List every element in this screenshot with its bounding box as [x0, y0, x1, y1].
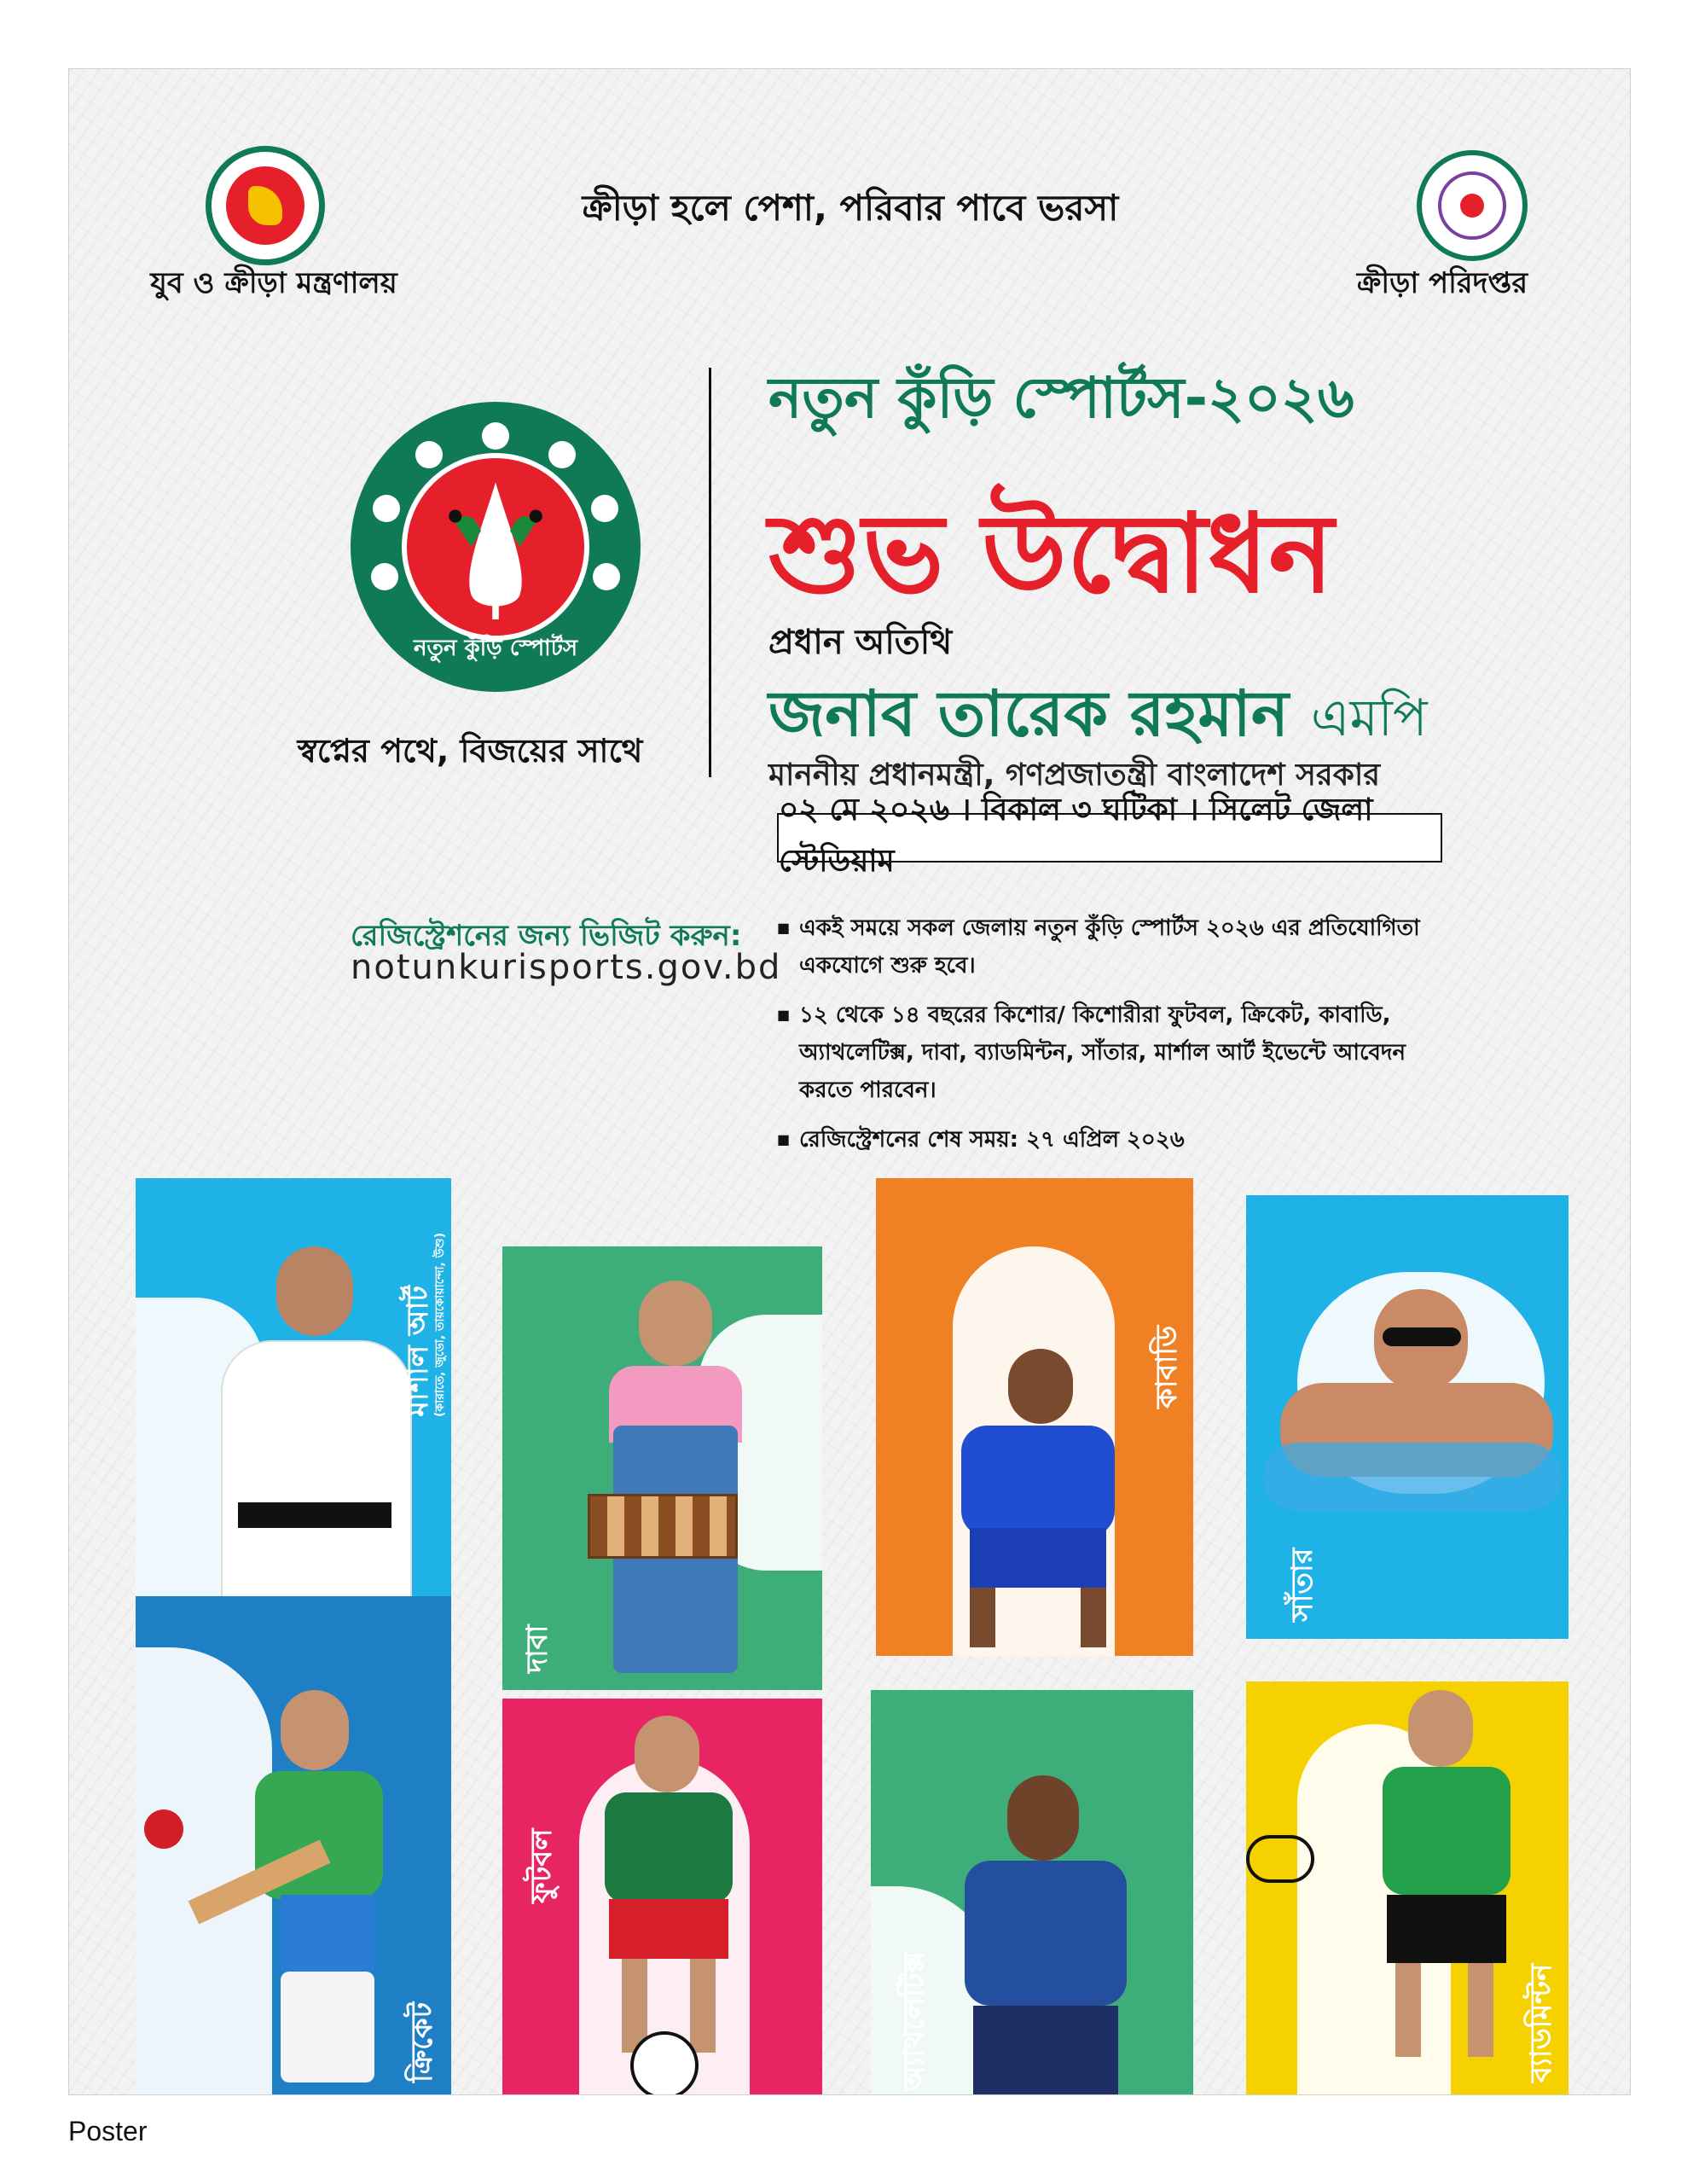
swimming-label: সাঁতার — [1285, 1548, 1319, 1622]
chess-player — [562, 1281, 784, 1682]
sport-panel-cricket — [136, 1596, 451, 2095]
registration-label: রেজিস্ট্রেশনের জন্য ভিজিট করুন: — [351, 919, 742, 953]
bullet-item: ■ একই সময়ে সকল জেলায় নতুন কুঁড়ি স্পোর্টস ২০২৬ এর প্রতিযোগিতা একযোগে শুরু হবে। — [777, 909, 1459, 985]
martial-art-athlete — [204, 1246, 426, 1622]
badminton-racket-icon — [1246, 1835, 1314, 1883]
chess-label: দাবা — [520, 1624, 554, 1673]
cricket-ball-icon — [144, 1809, 183, 1849]
athletics-label: অ্যাথলেটিক্স — [897, 1951, 931, 2091]
chief-guest-label: প্রধান অতিথি — [768, 623, 953, 662]
martial-art-sublabel: (কারাতে, জুডো, তায়কোয়ান্দো, উশু) — [433, 1232, 447, 1417]
bullet-item: ■ ১২ থেকে ১৪ বছরের কিশোর/ কিশোরীরা ফুটবল, ক্রিকেট, কাবাডি, অ্যাথলেটিক্স, দাবা, ব্যাডমিন্টন, সাঁতার, মার্শাল আর্ট ইভেন্টে আবেদন করতে পারবেন। — [777, 996, 1459, 1109]
swimmer — [1263, 1289, 1562, 1562]
sport-panel-kabaddi — [876, 1178, 1193, 1656]
divider-line — [709, 368, 711, 777]
tagline: ক্রীড়া হলে পেশা, পরিবার পাবে ভরসা — [582, 187, 1119, 229]
logo-caption: স্বপ্নের পথে, বিজয়ের সাথে — [297, 732, 643, 770]
bullet-item: ■ রেজিস্ট্রেশনের শেষ সময়: ২৭ এপ্রিল ২০২৬ — [777, 1121, 1459, 1159]
chief-guest-suffix: এমপি — [1310, 688, 1428, 748]
registration-url[interactable]: notunkurisports.gov.bd — [351, 948, 782, 987]
notun-kuri-logo — [351, 402, 641, 692]
poster-caption: Poster — [68, 2116, 148, 2146]
martial-art-label: মার্শাল আর্ট — [401, 1285, 435, 1417]
directorate-name: ক্রীড়া পরিদপ্তর — [1356, 266, 1528, 300]
kabaddi-player — [919, 1349, 1157, 1647]
poster — [68, 68, 1631, 2095]
event-title: নতুন কুঁড়ি স্পোর্টস-২০২৬ — [768, 365, 1354, 431]
sport-panel-athletics — [871, 1690, 1193, 2095]
event-info-text: ০২ মে ২০২৬ । বিকাল ৩ ঘটিকা । সিলেট জেলা স্টেডিয়াম — [779, 793, 1373, 879]
sport-panel-martial-art — [136, 1178, 451, 1630]
badminton-label: ব্যাডমিন্টন — [1524, 1963, 1558, 2082]
cricket-label: ক্রিকেট — [405, 2001, 439, 2082]
sport-panel-chess — [502, 1246, 822, 1690]
chief-guest-name-text: জনাব তারেক রহমান — [768, 677, 1290, 751]
chief-guest-title: মাননীয় প্রধানমন্ত্রী, গণপ্রজাতন্ত্রী বাংলাদেশ সরকার — [768, 758, 1381, 793]
sport-panel-swimming — [1246, 1195, 1569, 1639]
sport-panel-badminton — [1246, 1682, 1569, 2095]
ministry-name: যুব ও ক্রীড়া মন্ত্রণালয় — [150, 266, 397, 300]
kabaddi-label: কাবাডি — [1150, 1325, 1184, 1409]
sport-panel-football — [502, 1699, 822, 2095]
football-ball-icon — [630, 2031, 699, 2095]
inauguration-heading: শুভ উদ্বোধন — [768, 491, 1334, 618]
football-label: ফুটবল — [525, 1828, 559, 1903]
cricketer — [187, 1690, 426, 2091]
athlete-runner — [922, 1775, 1161, 2095]
logo-ring-text: নতুন কুঁড়ি স্পোর্টস — [413, 636, 578, 661]
event-info-box — [777, 793, 1442, 879]
info-bullet-list — [777, 909, 1459, 1170]
